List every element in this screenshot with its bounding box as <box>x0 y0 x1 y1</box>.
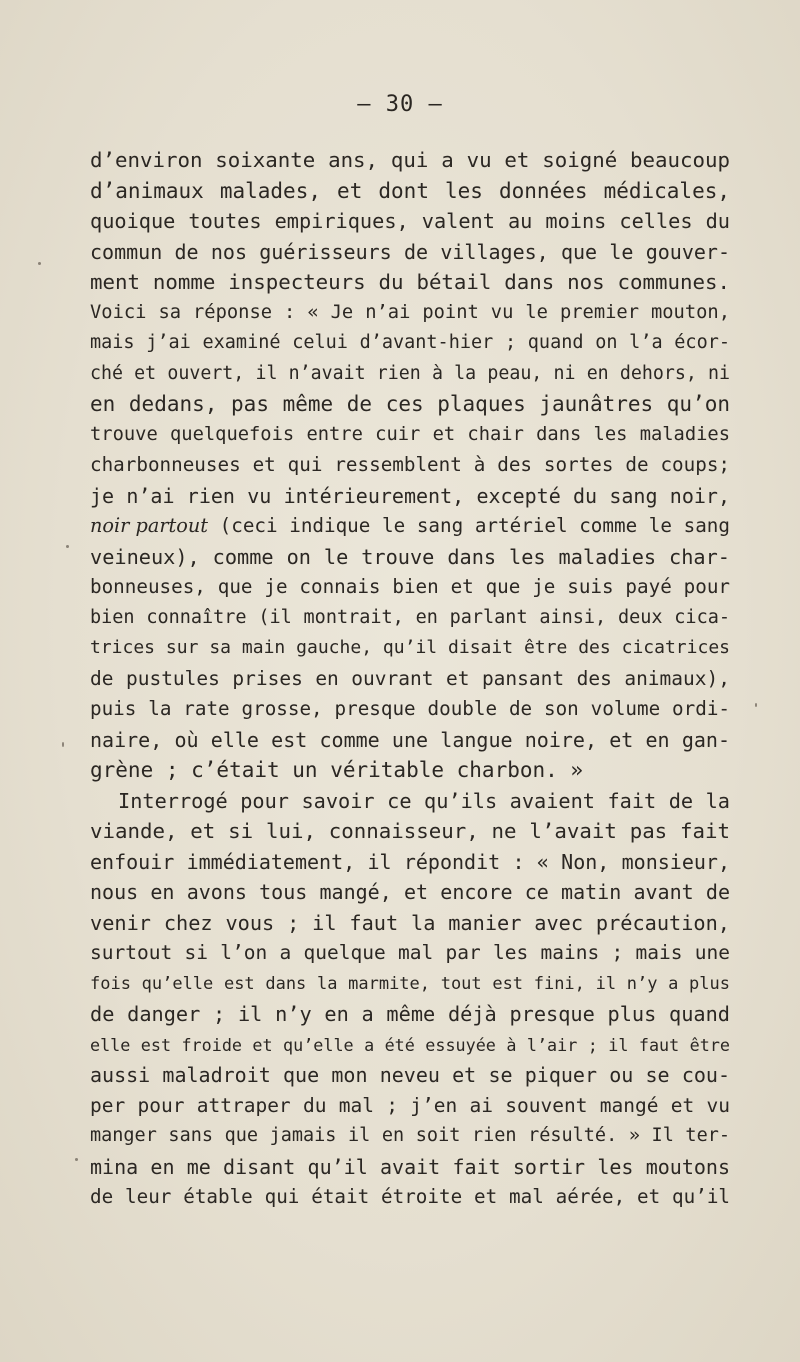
text-line: trices sur sa main gauche, qu’il disait être des cicatrices <box>90 637 730 658</box>
text-line: veineux), comme on le trouve dans les maladies char- <box>90 544 730 569</box>
line-rest: (ceci indique le sang artériel comme le sang <box>219 514 730 537</box>
text-line <box>90 511 730 542</box>
text-line: grène ; c’était un véritable charbon. » <box>90 758 584 782</box>
text-line: surtout si l’on a quelque mal par les mains ; mais une <box>90 941 730 964</box>
text-line: quoique toutes empiriques, valent au moins celles du <box>90 209 730 233</box>
text-line: bonneuses, que je connais bien et que je suis payé pour <box>90 575 730 598</box>
text-line: aussi maladroit que mon neveu et se piquer ou se cou- <box>90 1063 730 1087</box>
text-line: venir chez vous ; il faut la manier avec précaution, <box>90 910 730 935</box>
body-text <box>90 145 730 1213</box>
text-line: Interrogé pour savoir ce qu’ils avaient fait de la <box>118 788 730 813</box>
text-line: fois qu’elle est dans la marmite, tout est fini, il n’y a plus <box>90 973 730 994</box>
text-line: mais j’ai examiné celui d’avant-hier ; quand on l’a écor- <box>90 332 730 353</box>
text-line: nous en avons tous mangé, et encore ce matin avant de <box>90 880 730 904</box>
text-line: manger sans que jamais il en soit rien résulté. » Il ter- <box>90 1125 730 1146</box>
text-line: enfouir immédiatement, il répondit : « Non, monsieur, <box>90 849 730 874</box>
page-number: — 30 — <box>357 92 443 117</box>
text-line: en dedans, pas même de ces plaques jaunâtres qu’on <box>90 392 730 416</box>
italic-phrase: noir partout <box>90 514 208 537</box>
text-line: commun de nos guérisseurs de villages, que le gouver- <box>90 239 730 264</box>
text-line: charbonneuses et qui ressemblent à des sortes de coups; <box>90 453 730 476</box>
text-line: trouve quelquefois entre cuir et chair dans les maladies <box>90 423 730 445</box>
text-line: per pour attraper du mal ; j’en ai souvent mangé et vu <box>90 1093 730 1117</box>
text-line: d’environ soixante ans, qui a vu et soigné beaucoup <box>90 148 730 172</box>
text-line: puis la rate grosse, presque double de son volume ordi- <box>90 697 730 720</box>
text-line: ment nomme inspecteurs du bétail dans nos communes. <box>90 270 730 294</box>
text-line: elle est froide et qu’elle a été essuyée à l’air ; il faut être <box>90 1034 730 1055</box>
text-line: mina en me disant qu’il avait fait sortir les moutons <box>90 1154 730 1179</box>
text-line: viande, et si lui, connaisseur, ne l’avait pas fait <box>90 819 730 843</box>
text-line: d’animaux malades, et dont les données médicales, <box>90 178 730 203</box>
text-line: naire, où elle est comme une langue noire, et en gan- <box>90 727 730 752</box>
text-line: bien connaître (il montrait, en parlant ainsi, deux cica- <box>90 606 730 628</box>
text-line: de pustules prises en ouvrant et pansant des animaux), <box>90 666 730 690</box>
text-line: ché et ouvert, il n’avait rien à la peau, ni en dehors, ni <box>90 362 730 384</box>
text-line: de leur étable qui était étroite et mal aérée, et qu’il <box>90 1185 730 1208</box>
text-line: je n’ai rien vu intérieurement, excepté du sang noir, <box>90 483 730 508</box>
text-line: Voici sa réponse : « Je n’ai point vu le premier mouton, <box>90 301 730 323</box>
text-line: de danger ; il n’y en a même déjà presque plus quand <box>90 1002 730 1026</box>
